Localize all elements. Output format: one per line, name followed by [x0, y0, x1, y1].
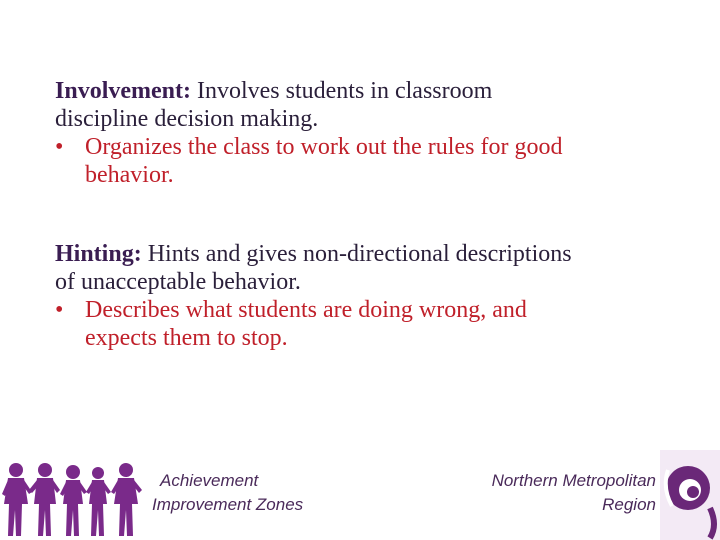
- region-logo-icon: [660, 450, 720, 540]
- footer-right-line-2: Region: [602, 495, 656, 514]
- footer-left-line-1: Achievement: [160, 471, 259, 490]
- hinting-text-2: of unacceptable behavior.: [55, 269, 301, 295]
- involvement-bullet: [55, 133, 695, 189]
- involvement-term: Involvement:: [55, 78, 191, 104]
- involvement-bullet-line-1: Organizes the class to work out the rules for good: [85, 134, 563, 160]
- involvement-text-2: discipline decision making.: [55, 106, 319, 132]
- involvement-bullet-line-2: behavior.: [85, 162, 174, 188]
- involvement-line-1: [55, 77, 695, 105]
- footer-left-label: [152, 469, 303, 517]
- footer-left-line-2: Improvement Zones: [152, 495, 304, 514]
- footer-right-label: [492, 469, 656, 517]
- hinting-term: Hinting:: [55, 241, 142, 267]
- bullet-symbol: •: [55, 297, 64, 323]
- hinting-bullet-line-1: Describes what students are doing wrong, and: [85, 297, 527, 323]
- involvement-text-1: Involves students in classroom: [190, 78, 493, 104]
- footer-right-line-1: Northern Metropolitan: [491, 471, 656, 490]
- hinting-bullet: [55, 296, 695, 352]
- hinting-line-1: [55, 240, 695, 268]
- involvement-section: [55, 77, 695, 189]
- hinting-bullet-line-2: expects them to stop.: [85, 325, 288, 351]
- children-silhouettes-icon: [0, 458, 145, 540]
- hinting-section: [55, 240, 695, 352]
- bullet-symbol: •: [55, 134, 64, 160]
- hinting-text-1: Hints and gives non-directional descriptions: [141, 241, 572, 267]
